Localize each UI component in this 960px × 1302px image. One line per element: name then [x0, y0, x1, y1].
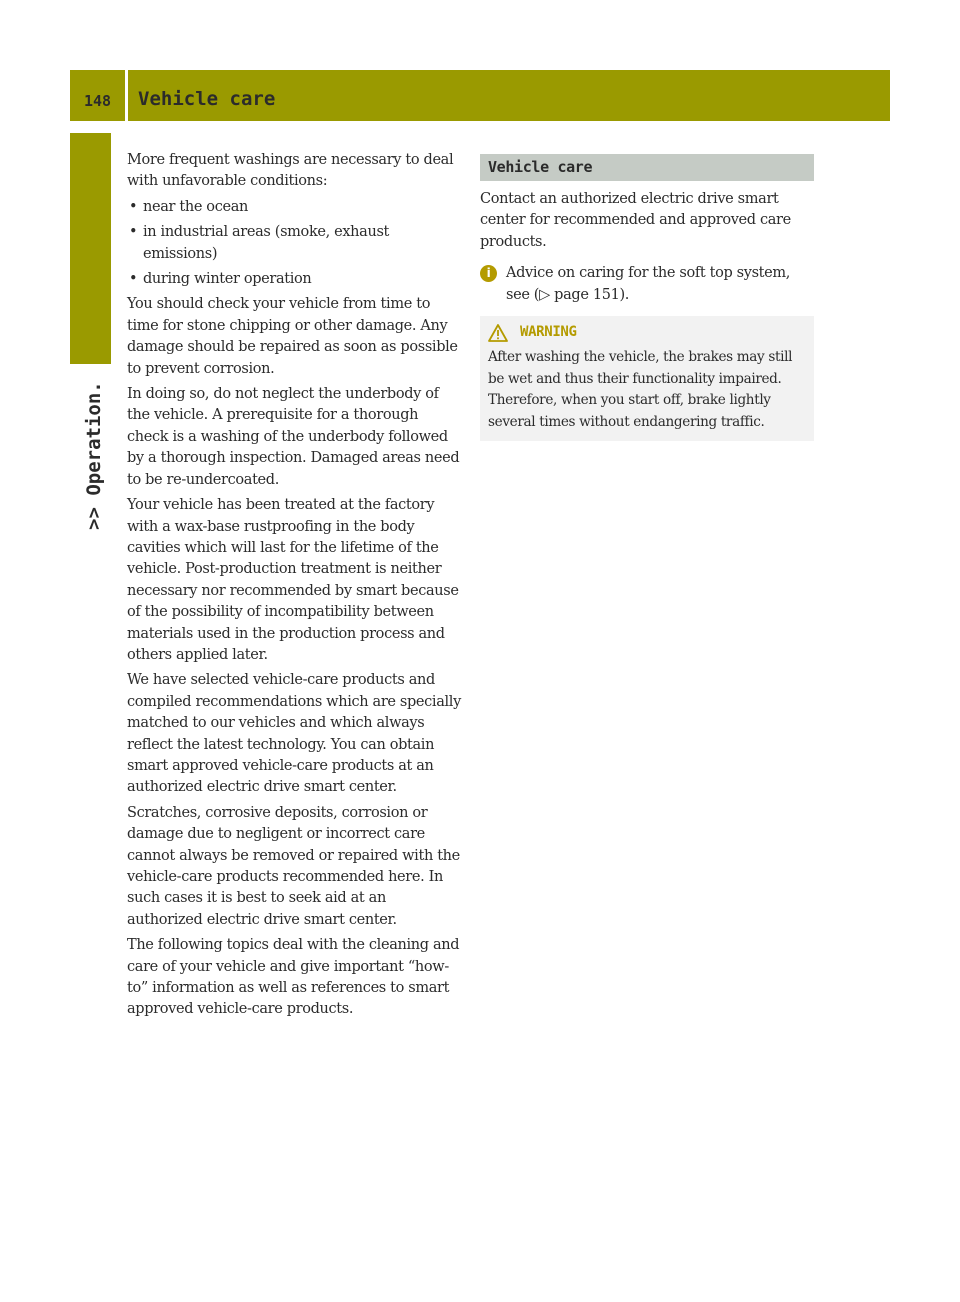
warning-label: WARNING	[520, 324, 577, 341]
info-note	[480, 263, 814, 306]
intro-paragraph: More frequent washings are necessary to deal with unfavorable conditions:	[127, 152, 454, 190]
paragraph-rustproofing: Your vehicle has been treated at the factory with a wax-base rustproofing in the body cavities which will last for the lifetime of the vehicle. Post-production treatment is neither necessary nor recommended by smart because of the possibility of incompatibility between materials used in the production process and others applied later.	[127, 497, 459, 663]
section-title: Vehicle care	[480, 154, 814, 181]
page-title: Vehicle care	[138, 88, 276, 110]
list-item: • in industrial areas (smoke, exhaust emissions)	[127, 222, 463, 265]
side-tab	[70, 133, 111, 364]
contact-paragraph: Contact an authorized electric drive smart center for recommended and approved care products.	[480, 191, 791, 250]
list-item: • near the ocean	[127, 197, 463, 218]
paragraph-underbody: In doing so, do not neglect the underbody of the vehicle. A prerequisite for a thorough check is a washing of the underbody followed by a thorough inspection. Damaged areas need to be re-undercoated.	[127, 386, 460, 488]
conditions-list	[127, 197, 463, 291]
paragraph-check-damage: You should check your vehicle from time to time for stone chipping or other damage. Any damage should be repaired as soon as possible to prevent corrosion.	[127, 296, 458, 377]
side-section-label	[80, 372, 110, 532]
info-text: Advice on caring for the soft top system, see (▷ page 151).	[506, 265, 791, 303]
warning-box	[480, 316, 814, 441]
warning-triangle-icon	[488, 324, 508, 342]
page-number: 148	[83, 92, 112, 110]
paragraph-scratches: Scratches, corrosive deposits, corrosion or damage due to negligent or incorrect care cannot always be removed or repaired with the vehicle-care products recommended here. In such cases it is best to seek aid at an authorized electric drive smart center.	[127, 804, 460, 928]
right-column	[480, 150, 814, 441]
left-column	[127, 150, 463, 1025]
side-section-text: >> Operation.	[83, 381, 105, 530]
info-icon: i	[480, 265, 497, 282]
paragraph-following-topics: The following topics deal with the cleaning and care of your vehicle and give important “how-to” information as well as references to smart approved vehicle-care products.	[127, 937, 460, 1018]
header-divider	[125, 70, 128, 121]
warning-header	[488, 322, 806, 343]
paragraph-care-products: We have selected vehicle-care products and compiled recommendations which are specially matched to our vehicles and which always reflect the latest technology. You can obtain smart approved vehicle-care products at an authorized electric drive smart center.	[127, 672, 461, 796]
list-item: • during winter operation	[127, 269, 463, 290]
warning-text: After washing the vehicle, the brakes may still be wet and thus their functionality impaired. Therefore, when you start off, brake lightly several times without endangering traffic.	[488, 349, 793, 430]
